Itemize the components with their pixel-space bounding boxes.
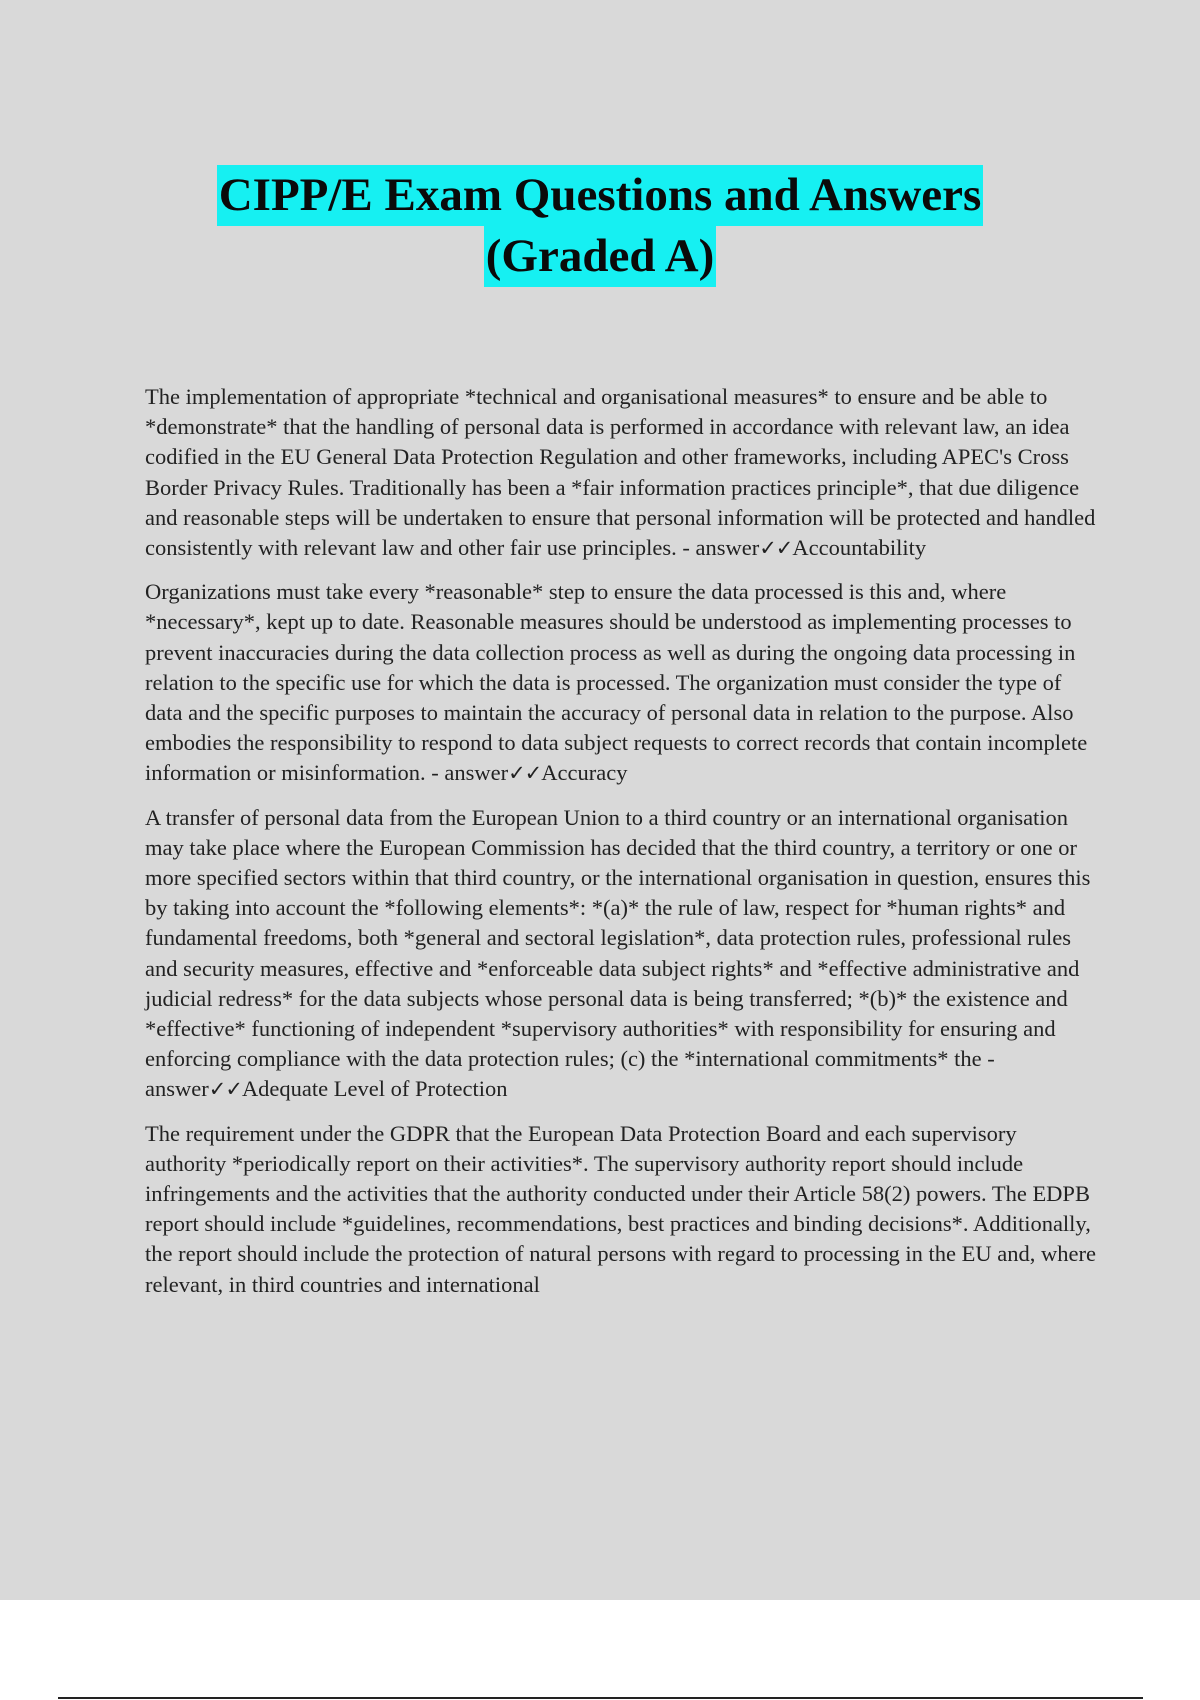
answer-prefix: - answer (431, 760, 509, 786)
question-text: A transfer of personal data from the European Union to a third country or an international organisation may take place where the European Commission has decided that the third country, a territory or one or more specified sectors within that third country, or the international organisation in question, ensures this by taking into account the *following elements*: *(a)* the rule of law, respect for *human rights* and fundamental freedoms, both *general and sectoral legislation*, data protection rules, professional rules and security measures, effective and *enforceable data subject rights* and *effective administrative and judicial redress* for the data subjects whose personal data is being transferred; *(b)* the existence and *effective* functioning of independent *supervisory authorities* with responsibility for ensuring and enforcing compliance with the data protection rules; (c) the *international commitments* the (145, 804, 1091, 1072)
title-line-1: CIPP/E Exam Questions and Answers (217, 165, 984, 226)
qa-item (145, 803, 1100, 1105)
answer-prefix: - answer (682, 535, 760, 561)
title-line-2: (Graded A) (484, 226, 716, 287)
qa-item (145, 382, 1100, 563)
qa-item (145, 577, 1100, 788)
questions-body (145, 382, 1100, 1314)
check-marks-icon: ✓✓ (759, 536, 793, 561)
question-text: The implementation of appropriate *technical and organisational measures* to ensure and be able to *demonstrate* that the handling of personal data is performed in accordance with relevant law, an idea codified in the EU General Data Protection Regulation and other frameworks, including APEC's Cross Border Privacy Rules. Traditionally has been a *fair information practices principle*, that due diligence and reasonable steps will be undertaken to ensure that personal information will be protected and handled consistently with relevant law and other fair use principles. (145, 384, 1096, 561)
answer-text: Adequate Level of Protection (241, 1076, 508, 1102)
document-title (0, 165, 1200, 287)
check-marks-icon: ✓✓ (208, 1077, 242, 1102)
answer-text: Accuracy (541, 760, 628, 786)
question-text: The requirement under the GDPR that the European Data Protection Board and each supervisory authority *periodically report on their activities*. The supervisory authority report should include infringements and the activities that the authority conducted under their Article 58(2) powers. The EDPB report should include *guidelines, recommendations, best practices and binding decisions*. Additionally, the report should include the protection of natural persons with regard to processing in the EU and, where relevant, in third countries and international (145, 1120, 1096, 1297)
footer-divider (58, 1697, 1143, 1699)
qa-item (145, 1119, 1100, 1300)
answer-text: Accountability (792, 535, 927, 561)
answer-prefix: - answer (145, 1046, 995, 1102)
question-text: Organizations must take every *reasonable* step to ensure the data processed is this and, where *necessary*, kept up to date. Reasonable measures should be understood as implementing processes to prevent inaccuracies during the data collection process as well as during the ongoing data processing in relation to the specific use for which the data is processed. The organization must consider the type of data and the specific purposes to maintain the accuracy of personal data in relation to the purpose. Also embodies the responsibility to respond to data subject requests to correct records that contain incomplete information or misinformation. (145, 579, 1088, 786)
check-marks-icon: ✓✓ (508, 761, 542, 786)
